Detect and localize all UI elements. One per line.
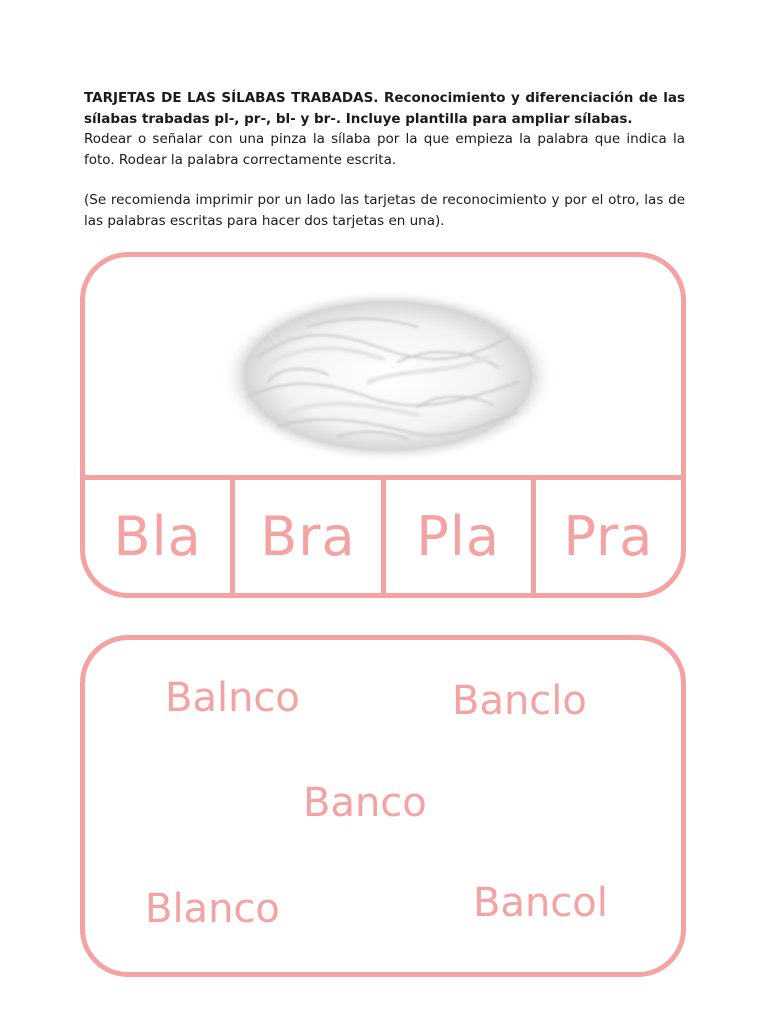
- spacer: [84, 170, 685, 190]
- syllable-option-pla[interactable]: Pla: [386, 480, 536, 593]
- instructions-note: (Se recomienda imprimir por un lado las tarjetas de reconocimiento y por el otro, las de las palabras escritas para hacer dos tarjetas en una).: [84, 192, 685, 229]
- photo-area: [85, 257, 681, 480]
- instructions-title: TARJETAS DE LAS SÍLABAS TRABADAS. Reconocimiento y diferenciación de las sílabas trabadas pl-, pr-, bl- y br-. Incluye plantilla para ampliar sílabas.: [84, 90, 685, 127]
- syllable-option-bra[interactable]: Bra: [235, 480, 385, 593]
- instructions-text: Rodear o señalar con una pinza la sílaba por la que empieza la palabra que indica la foto. Rodear la palabra correctamente escrita.: [84, 131, 685, 168]
- word-option-banco[interactable]: Banco: [303, 780, 427, 826]
- word-option-banclo[interactable]: Banclo: [452, 678, 587, 724]
- word-option-bancol[interactable]: Bancol: [473, 880, 608, 926]
- syllable-card: [80, 252, 686, 598]
- syllable-option-pra[interactable]: Pra: [563, 505, 654, 568]
- instructions-block: [84, 88, 685, 231]
- syllable-option-bla[interactable]: Bla: [85, 480, 235, 593]
- word-option-blanco[interactable]: Blanco: [145, 886, 280, 932]
- word-option-balnco[interactable]: Balnco: [165, 675, 300, 721]
- white-paint-photo: [218, 287, 558, 465]
- word-card: [80, 635, 686, 977]
- syllable-options: [85, 480, 681, 593]
